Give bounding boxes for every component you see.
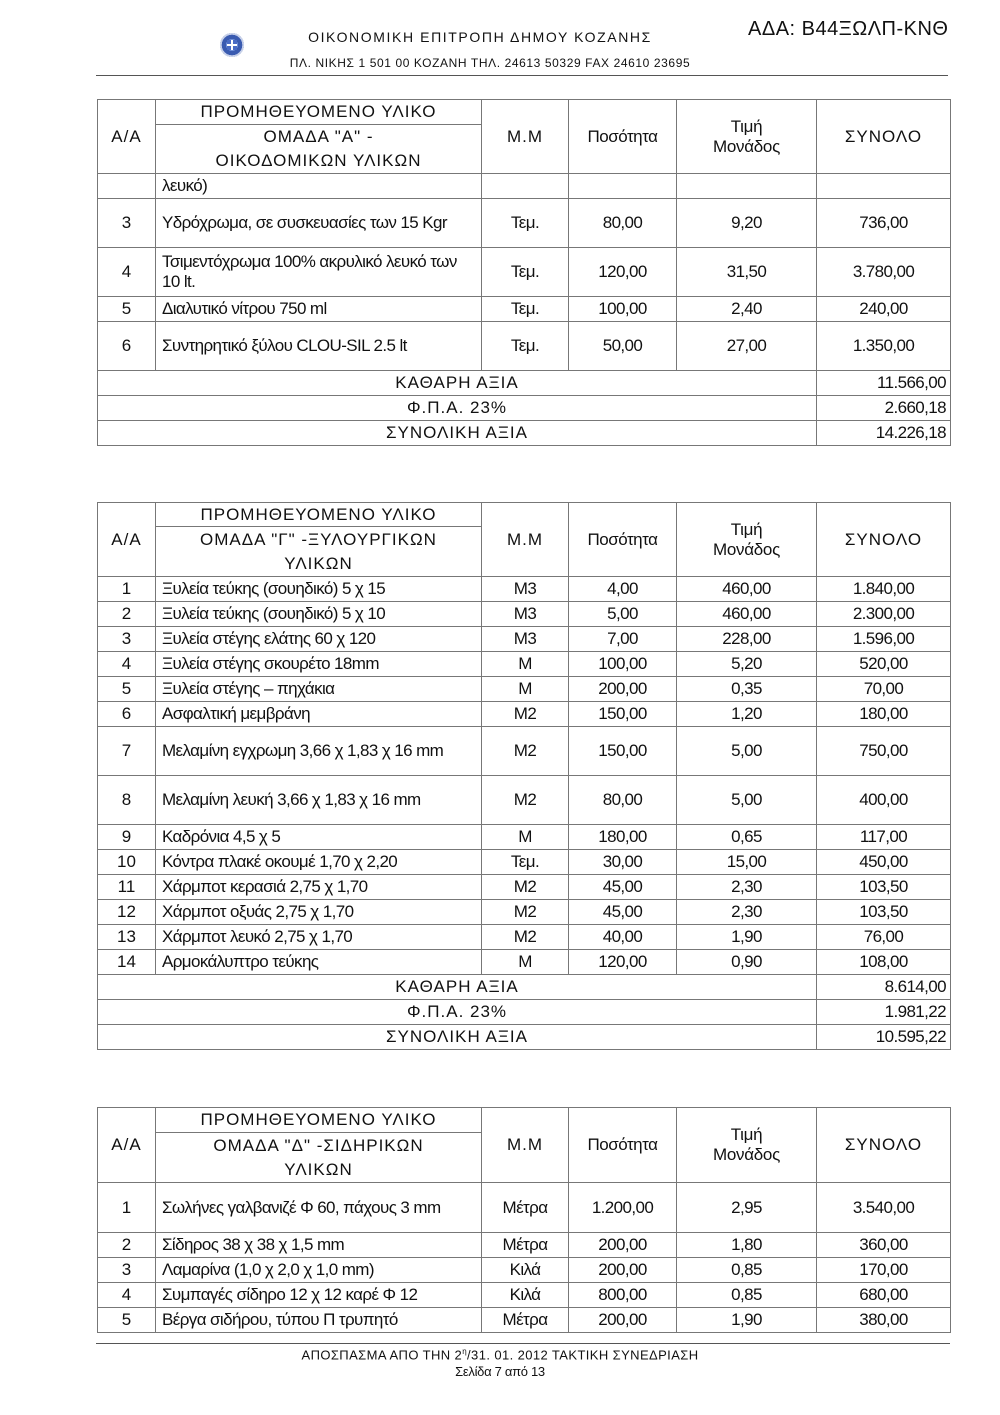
column-header-aa: Α/Α [98, 1108, 156, 1183]
column-header-supplied: ΠΡΟΜΗΘΕΥΟΜΕΝΟ ΥΛΙΚΟ [156, 1108, 482, 1133]
table-row: 1 Σωλήνες γαλβανιζέ Φ 60, πάχους 3 mm Μέτρα 1.200,00 2,95 3.540,00 [98, 1183, 951, 1233]
table-row: 11 Χάρμποτ κερασιά 2,75 χ 1,70 Μ2 45,00 2,30 103,50 [98, 875, 951, 900]
column-header-total: ΣΥΝΟΛΟ [817, 1108, 951, 1183]
table-row: 12 Χάρμποτ οξυάς 2,75 χ 1,70 Μ2 45,00 2,30 103,50 [98, 900, 951, 925]
table-row: 1 Ξυλεία τεύκης (σουηδικό) 5 χ 15 Μ3 4,00 460,00 1.840,00 [98, 577, 951, 602]
table-row: 5 Βέργα σιδήρου, τύπου Π τρυπητό Μέτρα 200,00 1,90 380,00 [98, 1308, 951, 1333]
organization-title: ΟΙΚΟΝΟΜΙΚΗ ΕΠΙΤΡΟΠΗ ΔΗΜΟΥ ΚΟΖΑΝΗΣ [308, 29, 652, 45]
table-row: 14 Αρμοκάλυπτρο τεύκης Μ 120,00 0,90 108,00 [98, 950, 951, 975]
materials-table-group-a [97, 99, 951, 446]
table-row: 9 Καδρόνια 4,5 χ 5 Μ 180,00 0,65 117,00 [98, 825, 951, 850]
footer-meeting-excerpt: ΑΠΟΣΠΑΣΜΑ ΑΠΟ ΤΗΝ $2^\eta/31$. 01. 2012 ΤΑΚΤΙΚΗ ΣΥΝΕΔΡΙΑΣΗ [301, 1347, 699, 1363]
table-row: 2 Ξυλεία τεύκης (σουηδικό) 5 χ 10 Μ3 5,00 460,00 2.300,00 [98, 602, 951, 627]
table-row: 3 Λαμαρίνα (1,0 χ 2,0 χ 1,0 mm) Κιλά 200,00 0,85 170,00 [98, 1258, 951, 1283]
column-header-aa: Α/Α [98, 100, 156, 174]
table-row: 13 Χάρμποτ λευκό 2,75 χ 1,70 Μ2 40,00 1,90 76,00 [98, 925, 951, 950]
column-header-supplied: ΠΡΟΜΗΘΕΥΟΜΕΝΟ ΥΛΙΚΟ [156, 100, 482, 125]
table-row: 3 Ξυλεία στέγης ελάτης 60 χ 120 Μ3 7,00 228,00 1.596,00 [98, 627, 951, 652]
table-row: 4 Ξυλεία στέγης σκουρέτο 18mm Μ 100,00 5,20 520,00 [98, 652, 951, 677]
column-header-supplied: ΠΡΟΜΗΘΕΥΟΜΕΝΟ ΥΛΙΚΟ [156, 503, 482, 527]
grand-total-row: ΣΥΝΟΛΙΚΗ ΑΞΙΑ 14.226,18 [98, 421, 951, 446]
column-header-total: ΣΥΝΟΛΟ [817, 100, 951, 174]
table-row: 4 Συμπαγές σίδηρο 12 χ 12 καρέ Φ 12 Κιλά 800,00 0,85 680,00 [98, 1283, 951, 1308]
table-row: 5 Διαλυτικό νίτρου 750 ml Τεμ. 100,00 2,40 240,00 [98, 297, 951, 322]
table-row: 6 Συντηρητικό ξύλου CLOU-SIL 2.5 lt Τεμ. 50,00 27,00 1.350,00 [98, 322, 951, 371]
group-title: ΟΜΑΔΑ "Γ" -ΞΥΛΟΥΡΓΙΚΩΝ ΥΛΙΚΩΝ [156, 527, 482, 577]
materials-table-group-d [97, 1107, 951, 1333]
footer-divider [96, 1343, 950, 1344]
net-value-row: ΚΑΘΑΡΗ ΑΞΙΑ 8.614,00 [98, 975, 951, 1000]
vat-row: Φ.Π.Α. 23% 2.660,18 [98, 396, 951, 421]
column-header-qty: Ποσότητα [569, 503, 677, 577]
column-header-aa: Α/Α [98, 503, 156, 577]
table-row: 2 Σίδηρος 38 χ 38 χ 1,5 mm Μέτρα 200,00 1,80 360,00 [98, 1233, 951, 1258]
column-header-price: Τιμή Μονάδος [677, 1108, 817, 1183]
table-row: 6 Ασφαλτική μεμβράνη Μ2 150,00 1,20 180,00 [98, 702, 951, 727]
table-row: 7 Μελαμίνη εγχρωμη 3,66 χ 1,83 χ 16 mm Μ2 150,00 5,00 750,00 [98, 727, 951, 776]
net-value-row: ΚΑΘΑΡΗ ΑΞΙΑ 11.566,00 [98, 371, 951, 396]
column-header-mm: Μ.Μ [482, 503, 569, 577]
table-row: 5 Ξυλεία στέγης – πηχάκια Μ 200,00 0,35 70,00 [98, 677, 951, 702]
table-row: 4 Τσιμεντόχρωμα 100% ακρυλικό λευκό των 10 lt. Τεμ. 120,00 31,50 3.780,00 [98, 248, 951, 297]
table-row-continuation: λευκό) [98, 174, 951, 199]
grand-total-row: ΣΥΝΟΛΙΚΗ ΑΞΙΑ 10.595,22 [98, 1025, 951, 1050]
group-title: ΟΜΑΔΑ "Α" - ΟΙΚΟΔΟΜΙΚΩΝ ΥΛΙΚΩΝ [156, 125, 482, 174]
column-header-mm: Μ.Μ [482, 1108, 569, 1183]
table-row: 8 Μελαμίνη λευκή 3,66 χ 1,83 χ 16 mm Μ2 80,00 5,00 400,00 [98, 776, 951, 825]
table-row: 10 Κόντρα πλακέ οκουμέ 1,70 χ 2,20 Τεμ. 30,00 15,00 450,00 [98, 850, 951, 875]
page-number: Σελίδα 7 από 13 [455, 1364, 545, 1379]
column-header-price: Τιμή Μονάδος [677, 503, 817, 577]
header-divider [96, 75, 948, 76]
ada-code: ΑΔΑ: Β44ΞΩΛΠ-ΚΝΘ [748, 18, 949, 40]
organization-address: ΠΛ. ΝΙΚΗΣ 1 501 00 ΚΟΖΑΝΗ ΤΗΛ. 24613 50329 FAX 24610 23695 [289, 56, 691, 70]
column-header-mm: Μ.Μ [482, 100, 569, 174]
column-header-qty: Ποσότητα [569, 100, 677, 174]
group-title: ΟΜΑΔΑ "Δ" -ΣΙΔΗΡΙΚΩΝ ΥΛΙΚΩΝ [156, 1133, 482, 1183]
greek-coat-of-arms-icon [220, 33, 244, 57]
table-row: 3 Υδρόχρωμα, σε συσκευασίες των 15 Kgr Τεμ. 80,00 9,20 736,00 [98, 199, 951, 248]
column-header-qty: Ποσότητα [569, 1108, 677, 1183]
materials-table-group-g [97, 502, 951, 1050]
column-header-price: Τιμή Μονάδος [677, 100, 817, 174]
column-header-total: ΣΥΝΟΛΟ [817, 503, 951, 577]
vat-row: Φ.Π.Α. 23% 1.981,22 [98, 1000, 951, 1025]
